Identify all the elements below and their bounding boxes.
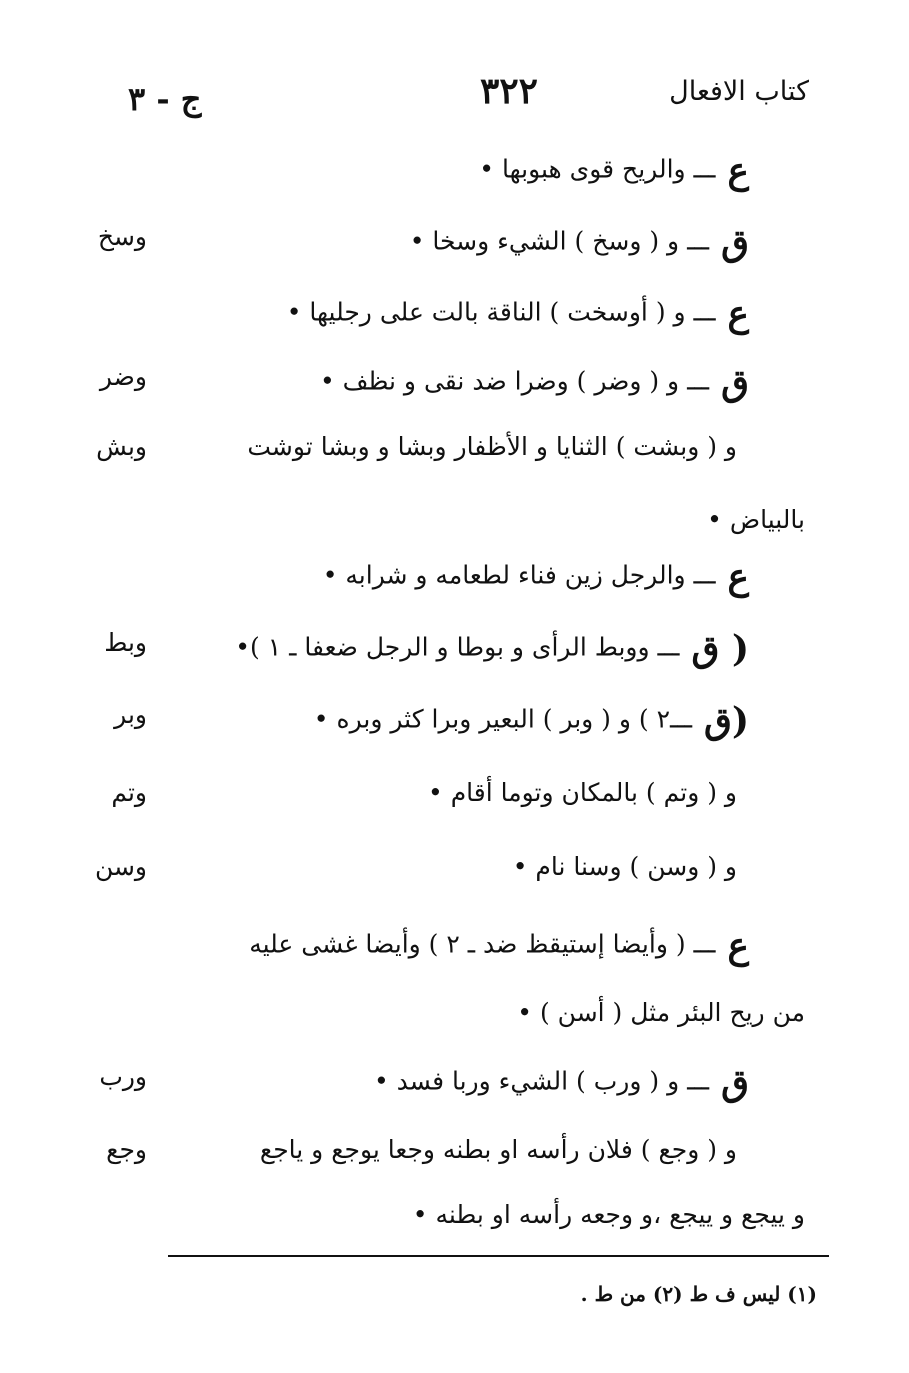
line-text: ـــ ووبط الرأى و بوطا و الرجل ضعفا ـ ١ )•: [235, 632, 680, 662]
text-line: [117, 998, 817, 1027]
line-text: و ( وبشت ) الثنايا و الأظفار وبشا و وبشا توشت: [247, 432, 737, 461]
margin-root: وسن: [94, 852, 147, 881]
line-text: ـــ ( وأيضا إستيقظ ضد ـ ٢ ) وأيضا غشى عليه: [249, 929, 716, 959]
margin-root: وبش: [96, 432, 147, 461]
entry-tag: ق: [721, 222, 749, 264]
line-text: و ( وسن ) وسنا نام •: [512, 852, 737, 881]
margin-root: وتم: [111, 778, 147, 807]
page-number: ٣٢٢: [480, 70, 539, 112]
margin-root: وجع: [106, 1135, 147, 1164]
margin-root: وبط: [104, 628, 147, 657]
line-text: و ييجع و ييجع ،و وجعه رأسه او بطنه •: [412, 1200, 805, 1229]
line-text: من ريح البئر مثل ( أسن ) •: [517, 998, 805, 1027]
footnote-divider: [168, 1255, 829, 1257]
margin-root: وضر: [99, 362, 147, 391]
text-line: [149, 628, 749, 670]
text-line: [149, 1062, 749, 1104]
entry-tag: ع: [727, 556, 749, 598]
text-line: [149, 778, 749, 807]
line-text: ـــ و ( وضر ) وضرا ضد نقى و نظف •: [319, 366, 710, 396]
line-text: بالبياض •: [707, 505, 805, 534]
line-text: ـــ و ( ورب ) الشيء وربا فسد •: [373, 1066, 710, 1096]
text-line: [149, 852, 749, 881]
line-text: و ( وجع ) فلان رأسه او بطنه وجعا يوجع و ياجع: [259, 1135, 737, 1164]
text-line: [149, 700, 749, 742]
line-text: و ( وتم ) بالمكان وتوما أقام •: [428, 778, 737, 807]
line-text: ـــ٢ ) و ( وبر ) البعير وبرا كثر وبره •: [313, 704, 693, 734]
text-line: [149, 925, 749, 967]
entry-tag: ع: [727, 925, 749, 967]
entry-tag: ق: [721, 362, 749, 404]
text-line: [149, 1135, 749, 1164]
text-line: [149, 432, 749, 461]
book-title: كتاب الافعال: [669, 76, 809, 107]
entry-tag: ع: [727, 150, 749, 192]
line-text: ـــ و ( وسخ ) الشيء وسخا •: [409, 226, 710, 256]
entry-tag: ( ق: [691, 628, 749, 670]
volume-label: ج - ٣: [128, 80, 202, 118]
entry-tag: ع: [727, 293, 749, 335]
text-line: [149, 150, 749, 192]
text-line: [149, 362, 749, 404]
line-text: ـــ والرجل زين فناء لطعامه و شرابه •: [322, 560, 716, 590]
text-line: [149, 556, 749, 598]
text-line: [149, 222, 749, 264]
line-text: ـــ و ( أوسخت ) الناقة بالت على رجليها •: [286, 297, 716, 327]
line-text: ـــ والريح قوى هبوبها •: [479, 154, 716, 184]
margin-root: وبر: [114, 700, 147, 729]
footnote: (١) ليس ف ط (٢) من ط .: [580, 1282, 817, 1306]
entry-tag: ق: [721, 1062, 749, 1104]
entry-tag: (ق: [704, 700, 749, 742]
margin-root: ورب: [99, 1062, 147, 1091]
text-line: [117, 505, 817, 534]
margin-root: وسخ: [97, 222, 147, 251]
text-line: [117, 1200, 817, 1229]
text-line: [149, 293, 749, 335]
